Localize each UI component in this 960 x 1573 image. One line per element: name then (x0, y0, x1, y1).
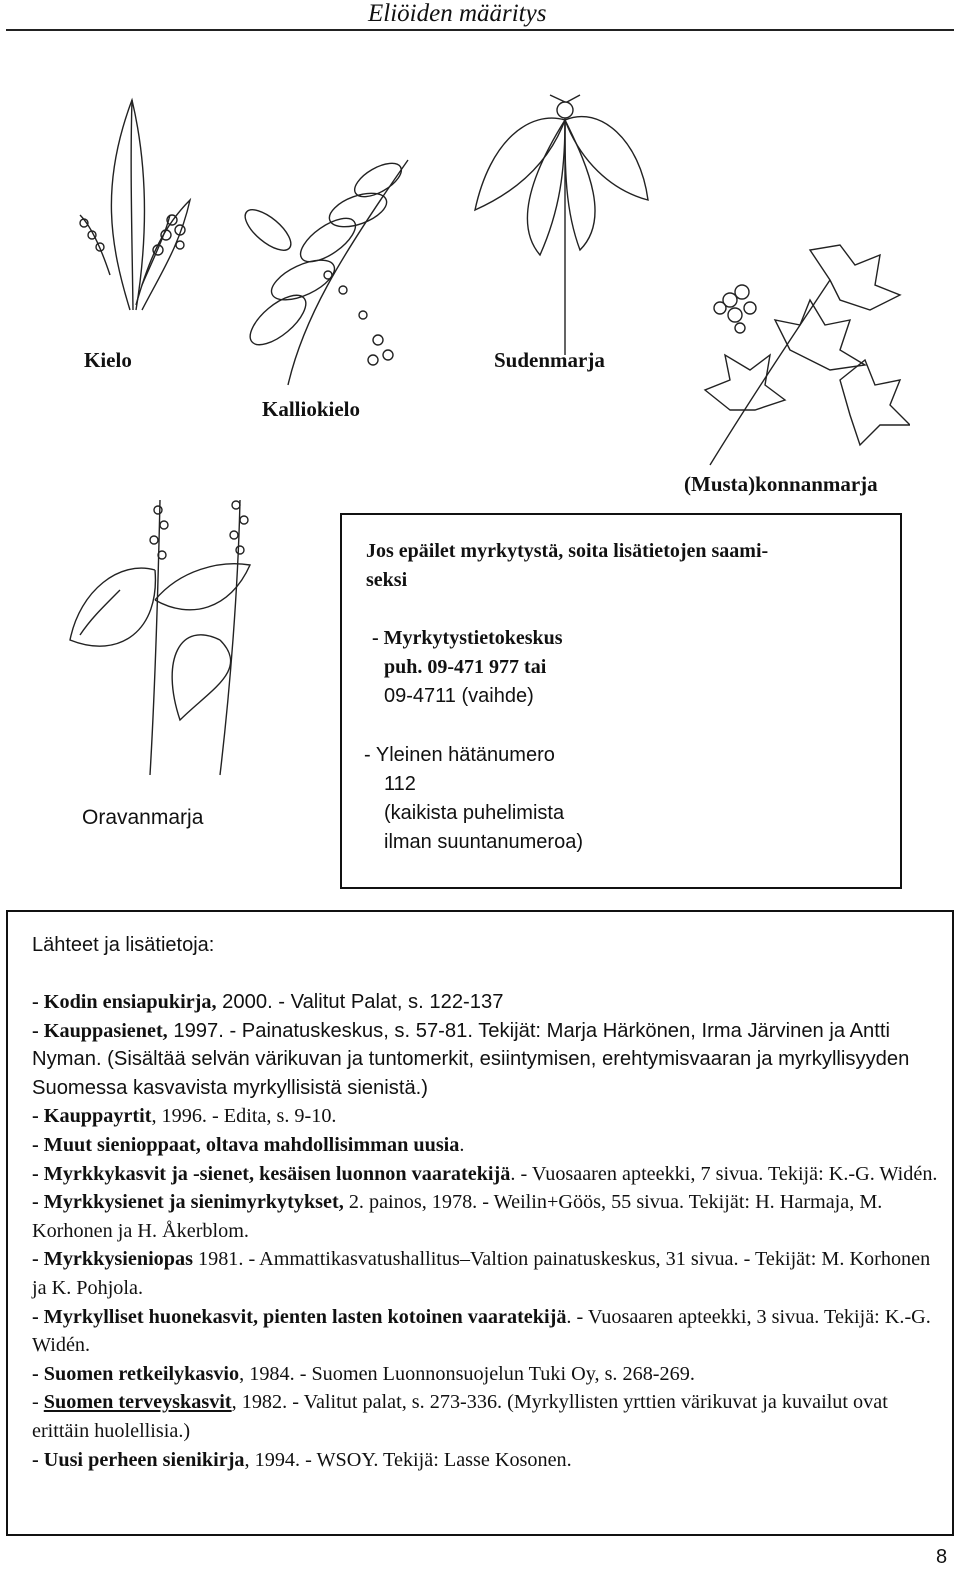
source-item: - Muut sienioppaat, oltava mahdollisimman uusia. (32, 1133, 465, 1156)
source-item: - Suomen terveyskasvit, 1982. - Valitut palat, s. 273-336. (Myrkyllisten yrttien värikuvat ja kuvailut ovat erittäin huolellisia.) (32, 1391, 888, 1442)
info-line-6: - Yleinen hätänumero (364, 744, 555, 766)
source-item: - Myrkkysieniopas 1981. - Ammattikasvatushallitus–Valtion painatuskeskus, 31 sivua. - Tekijät: M. Korhonen ja K. Pohjola. (32, 1248, 931, 1299)
kielo-illustration (70, 95, 220, 315)
label-kielo: Kielo (84, 348, 132, 372)
info-line-5: 09-4711 (vaihde) (384, 685, 534, 707)
header-rule (6, 29, 954, 31)
source-item: - Suomen retkeilykasvio, 1984. - Suomen Luonnonsuojelun Tuki Oy, s. 268-269. (32, 1362, 695, 1385)
page-header (0, 0, 960, 30)
kalliokielo-illustration (228, 140, 418, 390)
info-line-9: ilman suuntanumeroa) (384, 831, 583, 853)
poison-info-box (340, 513, 902, 889)
label-oravanmarja: Oravanmarja (82, 806, 204, 829)
sources-list (32, 988, 942, 1474)
info-line-2: seksi (366, 569, 408, 591)
info-line-4: puh. 09-471 977 tai (384, 656, 547, 678)
info-line-1: Jos epäilet myrkytystä, soita lisätietojen saami- (366, 540, 769, 562)
page-number: 8 (936, 1546, 948, 1568)
source-item: - Kauppasienet, 1997. - Painatuskeskus, s. 57-81. Tekijät: Marja Härkönen, Irma Järvinen ja Antti Nyman. (Sisältää selvän värikuvan ja tuntomerkit, esiintymisen, erehtymisvaaran ja myrkyllisyyden Suomessa kasvavista myrkyllisistä sienistä.) (32, 1019, 910, 1099)
sudenmarja-illustration (470, 80, 650, 360)
source-item: - Myrkylliset huonekasvit, pienten lasten kotoinen vaaratekijä. - Vuosaaren apteekki, 3 sivua. Tekijä: K.-G. Widén. (32, 1305, 931, 1357)
label-sudenmarja: Sudenmarja (494, 348, 605, 372)
source-item: - Uusi perheen sienikirja, 1994. - WSOY. Tekijä: Lasse Kosonen. (32, 1448, 572, 1471)
label-konnanmarja: (Musta)konnanmarja (684, 472, 878, 496)
label-kalliokielo: Kalliokielo (262, 397, 361, 421)
info-line-7: 112 (384, 773, 416, 795)
header-title: Eliöiden määritys (368, 0, 547, 27)
info-line-3: - Myrkytystietokeskus (372, 627, 563, 649)
source-item: - Kauppayrtit, 1996. - Edita, s. 9-10. (32, 1105, 337, 1128)
konnanmarja-illustration (690, 240, 910, 470)
sources-box (6, 910, 954, 1536)
source-item: - Kodin ensiapukirja, 2000. - Valitut Palat, s. 122-137 (32, 991, 504, 1013)
info-line-8: (kaikista puhelimista (384, 802, 565, 824)
oravanmarja-illustration (60, 490, 280, 780)
sources-title: Lähteet ja lisätietoja: (32, 934, 215, 956)
source-item: - Myrkkykasvit ja -sienet, kesäisen luonnon vaaratekijä. - Vuosaaren apteekki, 7 sivua. Tekijä: K.-G. Widén. (32, 1162, 938, 1185)
source-item: - Myrkkysienet ja sienimyrkytykset, 2. painos, 1978. - Weilin+Göös, 55 sivua. Tekijät: H. Harmaja, M. Korhonen ja H. Åkerblom. (32, 1191, 883, 1242)
